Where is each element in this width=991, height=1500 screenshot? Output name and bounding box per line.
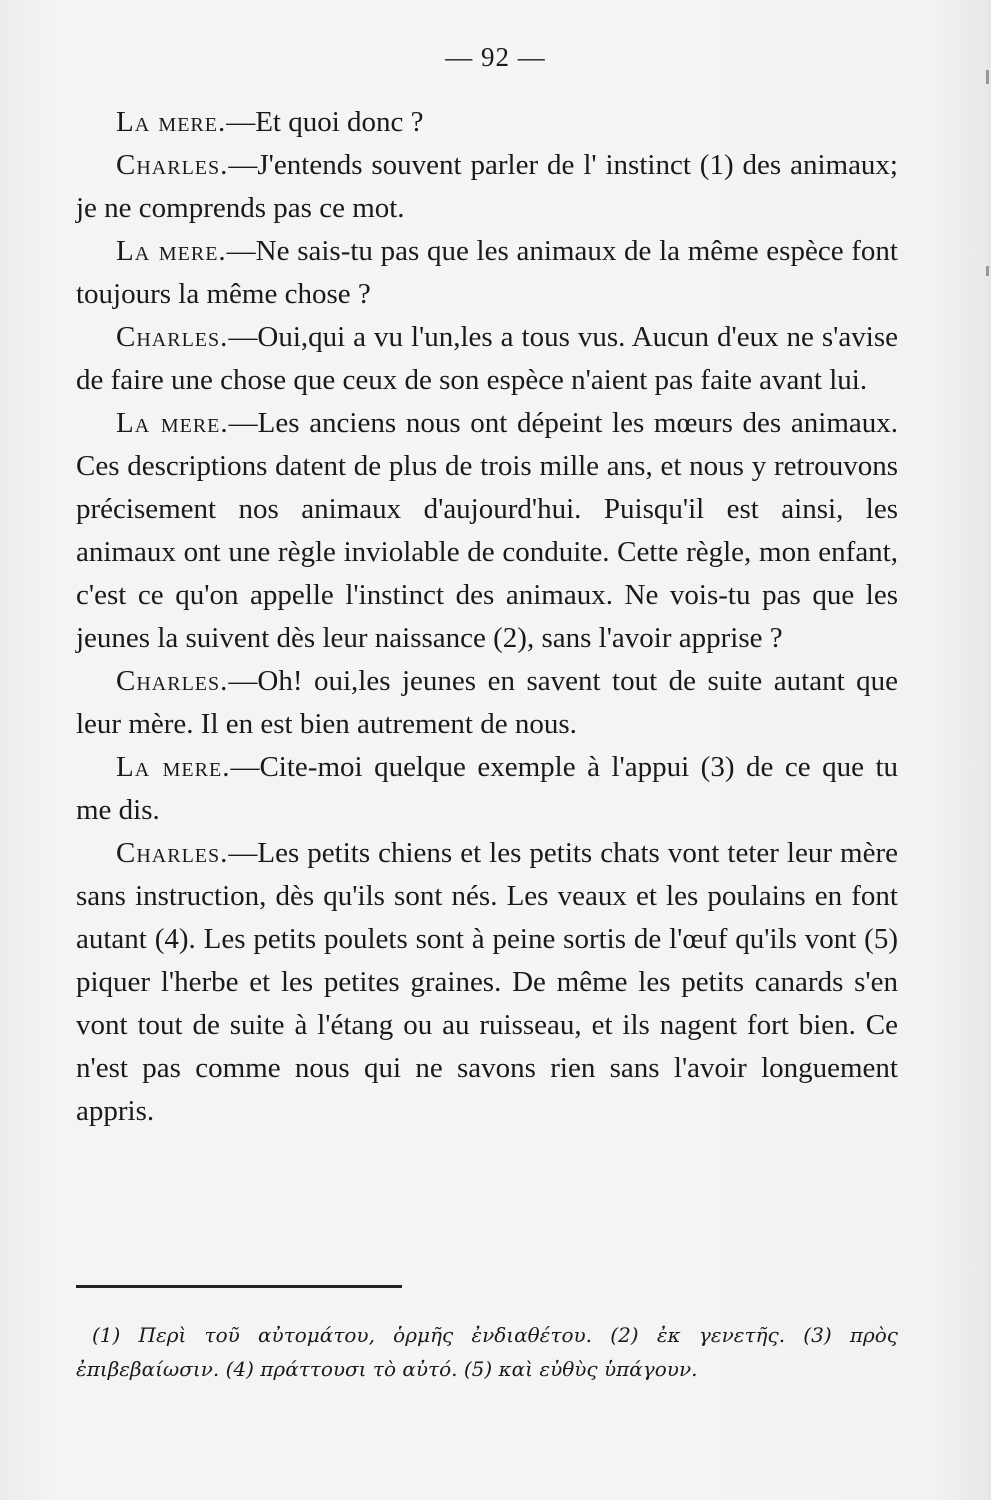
footnote-divider: [76, 1285, 402, 1288]
footnotes: (1) Περὶ τοῦ αὐτομάτου, ὁρμῆς ἐνδιαθέτου. (2) ἐκ γενετῆς. (3) πρὸς ἐπιβεβαίωσιν. (4) πράττουσι τὸ αὐτό. (5) καὶ εὐθὺς ὑπάγουν.: [76, 1323, 898, 1381]
dialogue-paragraph: [76, 660, 898, 746]
dialogue-line: —Cite-moi quelque exemple à l'appui (3) de ce que tu me dis.: [76, 751, 898, 826]
dialogue-line: —Les anciens nous ont dépeint les mœurs des animaux. Ces descriptions datent de plus de trois mille ans, et nous y retrouvons précisement nos animaux d'aujourd'hui. Puisqu'il est ainsi, les animaux ont une règle inviolable de conduite. Cette règle, mon enfant, c'est ce qu'on appelle l'instinct des animaux. Ne vois-tu pas que les jeunes la suivent dès leur naissance (2), sans l'avoir apprise ?: [76, 407, 898, 654]
page-number: — 92 —: [445, 42, 546, 72]
speaker-name: Charles.: [116, 837, 229, 869]
dialogue-paragraph: [76, 746, 898, 832]
dialogue-paragraph: [76, 402, 898, 660]
dialogue-line: —Oh! oui,les jeunes en savent tout de suite autant que leur mère. Il en est bien autrement de nous.: [76, 665, 898, 740]
dialogue-line: —Et quoi donc ?: [226, 106, 424, 138]
dialogue-paragraph: [76, 101, 898, 144]
speaker-name: La mere.: [116, 407, 229, 439]
dialogue-line: —Oui,qui a vu l'un,les a tous vus. Aucun d'eux ne s'avise de faire une chose que ceux de son espèce n'aient pas faite avant lui.: [76, 321, 898, 396]
dialogue-paragraph: [76, 316, 898, 402]
speaker-name: Charles.: [116, 321, 229, 353]
dialogue-text: [76, 101, 898, 1133]
dialogue-paragraph: [76, 832, 898, 1133]
dialogue-paragraph: [76, 230, 898, 316]
dialogue-paragraph: [76, 144, 898, 230]
dialogue-line: —Les petits chiens et les petits chats vont teter leur mère sans instruction, dès qu'ils sont nés. Les veaux et les poulains en font autant (4). Les petits poulets sont à peine sortis de l'œuf qu'ils vont (5) piquer l'herbe et les petites graines. De même les petits canards s'en vont tout de suite à l'étang ou au ruisseau, et ils nagent fort bien. Ce n'est pas comme nous qui ne savons rien sans l'avoir longuement appris.: [76, 837, 898, 1127]
speaker-name: La mere.: [116, 235, 227, 267]
page-edge-mark: [986, 266, 989, 276]
page-edge-mark: [986, 70, 989, 84]
speaker-name: La mere.: [116, 751, 231, 783]
speaker-name: La mere.: [116, 106, 227, 138]
dialogue-line: —J'entends souvent parler de l' instinct (1) des animaux; je ne comprends pas ce mot.: [76, 149, 898, 224]
speaker-name: Charles.: [116, 665, 229, 697]
speaker-name: Charles.: [116, 149, 229, 181]
dialogue-line: —Ne sais-tu pas que les animaux de la même espèce font toujours la même chose ?: [76, 235, 898, 310]
